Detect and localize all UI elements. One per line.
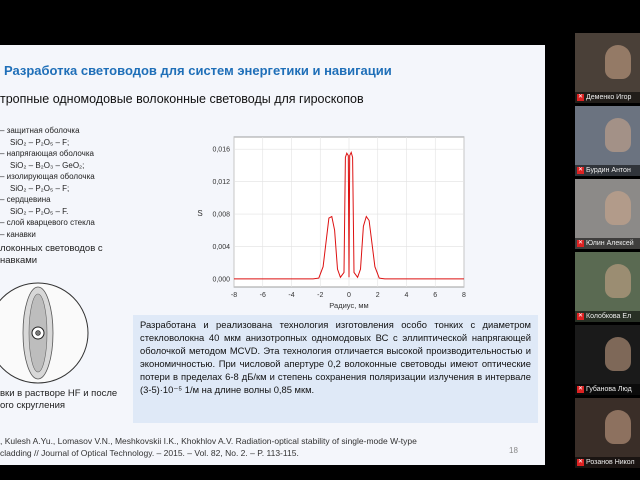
y-tick-label: 0,012 xyxy=(212,179,230,187)
participant-name: Деменко Игор xyxy=(586,94,632,101)
x-tick-label: 6 xyxy=(433,292,438,299)
participant-video xyxy=(605,264,631,298)
legend-item: SiO₂ – B₂O₃ – GeO₂; xyxy=(10,160,85,170)
x-tick-label: -2 xyxy=(317,292,324,299)
legend-item: SiO₂ – P₂O₅ – F; xyxy=(10,137,70,147)
legend-item: – защитная оболочка xyxy=(0,126,80,135)
slide-subtitle: тропные одномодовые волоконные световоды для гироскопов xyxy=(0,92,364,106)
mic-muted-icon: ✕ xyxy=(577,385,584,392)
x-axis-label: Радиус, мм xyxy=(329,301,369,310)
fiber-cross-section-diagram xyxy=(0,278,95,388)
reference xyxy=(0,435,417,459)
participant-video xyxy=(605,410,631,444)
mic-muted-icon: ✕ xyxy=(577,458,584,465)
legend-item: – сердцевина xyxy=(0,195,51,204)
mic-muted-icon: ✕ xyxy=(577,166,584,173)
participant-tile[interactable] xyxy=(575,398,640,468)
x-tick-label: -6 xyxy=(259,292,266,299)
participant-name: Колобкова Ел xyxy=(586,313,632,320)
fiber-core xyxy=(36,331,41,336)
participant-name-bar xyxy=(575,457,640,468)
x-tick-label: -8 xyxy=(230,292,238,299)
diagram-caption-line1: вки в растворе HF и после xyxy=(0,388,118,399)
legend-item: – слой кварцевого стекла xyxy=(0,218,95,227)
reference-line2: cladding // Journal of Optical Technology. – 2015. – Vol. 82, No. 2. – P. 113-115. xyxy=(0,448,299,458)
fiber-section-heading-line1: локонных световодов с xyxy=(0,243,103,254)
participant-name-bar xyxy=(575,238,640,249)
profile-chart xyxy=(190,127,470,312)
participant-tile[interactable] xyxy=(575,179,640,249)
mic-muted-icon: ✕ xyxy=(577,239,584,246)
mic-muted-icon: ✕ xyxy=(577,312,584,319)
x-tick-label: 4 xyxy=(404,292,409,299)
reference-line1: , Kulesh A.Yu., Lomasov V.N., Meshkovskii I.K., Khokhlov A.V. Radiation-optical stability of single-mode W-type xyxy=(0,436,417,446)
x-tick-label: 8 xyxy=(462,292,466,299)
legend-item: – изолирующая оболочка xyxy=(0,172,95,181)
fiber-section-heading-line2: навками xyxy=(0,255,38,266)
participant-tile[interactable] xyxy=(575,252,640,322)
presentation-slide xyxy=(0,45,545,465)
participant-tile[interactable] xyxy=(575,33,640,103)
legend-item: – напрягающая оболочка xyxy=(0,149,94,158)
participant-video xyxy=(605,45,631,79)
fiber-section-heading xyxy=(0,243,103,267)
x-tick-label: -4 xyxy=(288,292,295,299)
legend-item: SiO₂ – P₂O₅ – F. xyxy=(10,206,69,216)
slide-title: Разработка световодов для систем энергетики и навигации xyxy=(4,63,392,78)
participant-name-bar xyxy=(575,384,640,395)
x-tick-label: 2 xyxy=(375,292,380,299)
participant-name: Бурдин Антон xyxy=(586,167,631,174)
legend-item: SiO₂ – P₂O₅ – F; xyxy=(10,183,70,193)
participant-name-bar xyxy=(575,165,640,176)
fiber-layer-legend xyxy=(0,125,130,240)
x-tick-label: 0 xyxy=(347,292,351,299)
participant-video xyxy=(605,118,631,152)
participant-name: Юлин Алексей xyxy=(586,240,634,247)
y-axis-label: S xyxy=(197,209,203,218)
participant-name: Губанова Люд xyxy=(586,386,632,393)
participant-video xyxy=(605,337,631,371)
participant-name-bar xyxy=(575,92,640,103)
y-tick-label: 0,008 xyxy=(212,211,230,219)
participant-tile[interactable] xyxy=(575,106,640,176)
diagram-caption xyxy=(0,388,117,412)
mic-muted-icon: ✕ xyxy=(577,93,584,100)
participant-name-bar xyxy=(575,311,640,322)
participant-video xyxy=(605,191,631,225)
participant-tile[interactable] xyxy=(575,325,640,395)
legend-item: – канавки xyxy=(0,229,36,239)
description-box: Разработана и реализована технология изготовления особо тонких с диаметром стекловолокна 40 мкм анизотропных одномодовых ВС с эллиптической напрягающей оболочкой методом MCVD. Эта технология отличается высокой производительностью и экономичностью. При числовой апертуре 0,2 волоконные световоды имеют оптические потери в пределах 6-8 дБ/км и степень сохранения поляризации излучения в интервале (3-5)·10⁻⁵ 1/м на длине волны 0,85 мкм. xyxy=(133,315,538,423)
page-number: 18 xyxy=(509,446,518,455)
participant-name: Розанов Никол xyxy=(586,459,635,466)
y-tick-label: 0,004 xyxy=(212,243,230,251)
diagram-caption-line2: ого скругления xyxy=(0,400,66,411)
y-tick-label: 0,000 xyxy=(212,276,230,284)
y-tick-label: 0,016 xyxy=(212,146,230,154)
